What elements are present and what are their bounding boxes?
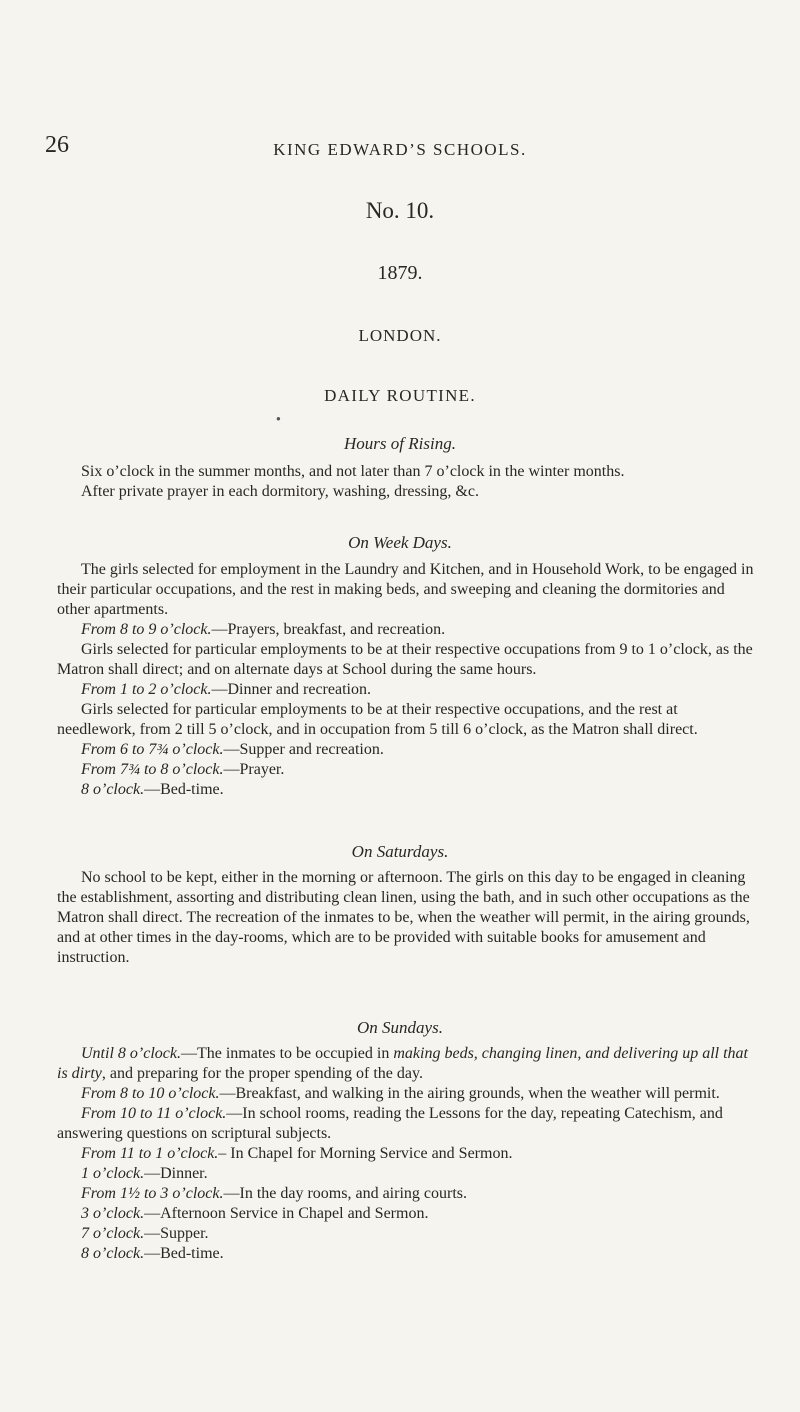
time-label: 1 o’clock. <box>81 1165 145 1182</box>
entry-text: —Afternoon Service in Chapel and Sermon. <box>144 1205 429 1222</box>
entry-text: —The inmates to be occupied in <box>180 1045 394 1062</box>
time-label: From 6 to 7¾ o’clock. <box>81 741 224 758</box>
heading-saturdays: On Saturdays. <box>351 842 449 861</box>
entry-text: —Supper and recreation. <box>223 741 384 758</box>
entry-text: , and preparing for the proper spending of the day. <box>101 1065 423 1082</box>
entry-text: —Supper. <box>144 1225 209 1242</box>
paragraph <box>57 1144 755 1164</box>
entry-text: —In the day rooms, and airing courts. <box>223 1185 467 1202</box>
paragraph: The girls selected for employment in the Laundry and Kitchen, and in Household Work, to be engaged in their particular occupations, and the rest in making beds, and sweeping and cleaning the dormitories and other apartments. <box>57 561 754 618</box>
paragraph <box>57 1224 755 1244</box>
entry-text: —Prayers, breakfast, and recreation. <box>211 621 446 638</box>
time-label: 3 o’clock. <box>81 1205 145 1222</box>
paragraph: No school to be kept, either in the morning or afternoon. The girls on this day to be engaged in cleaning the establishment, assorting and distributing clean linen, using the bath, and in such other occupations as the Matron shall direct. The recreation of the inmates to be, when the weather will permit, in the airing grounds, and at other times in the day-rooms, which are to be provided with suitable books for amusement and instruction. <box>57 869 750 966</box>
entry-text: —Bed-time. <box>144 781 224 798</box>
section-saturdays <box>57 868 755 968</box>
time-label: From 8 to 10 o’clock. <box>81 1085 220 1102</box>
paragraph: Girls selected for particular employments to be at their respective occupations, and the rest at needlework, from 2 till 5 o’clock, and in occupation from 5 till 6 o’clock, as the Matron shall direct. <box>57 701 698 738</box>
time-label: 8 o’clock. <box>81 781 145 798</box>
time-label: 8 o’clock. <box>81 1245 145 1262</box>
paragraph: After private prayer in each dormitory, washing, dressing, &c. <box>81 483 479 500</box>
page-number: 26 <box>45 132 69 158</box>
paragraph <box>57 620 755 640</box>
time-label: From 1 to 2 o’clock. <box>81 681 212 698</box>
time-label: From 7¾ to 8 o’clock. <box>81 761 224 778</box>
time-label: From 1½ to 3 o’clock. <box>81 1185 224 1202</box>
paragraph <box>57 1244 755 1264</box>
entry-text: – In Chapel for Morning Service and Sermon. <box>218 1145 513 1162</box>
paragraph <box>57 1204 755 1224</box>
entry-text: —Dinner and recreation. <box>211 681 371 698</box>
section-rising <box>57 462 755 502</box>
heading-hours-of-rising: Hours of Rising. <box>344 434 456 453</box>
time-label: 7 o’clock. <box>81 1225 145 1242</box>
heading-sundays: On Sundays. <box>357 1018 443 1037</box>
entry-text: —Breakfast, and walking in the airing grounds, when the weather will permit. <box>219 1085 720 1102</box>
document-number: No. 10. <box>365 198 435 223</box>
paragraph <box>57 680 755 700</box>
time-label: From 8 to 9 o’clock. <box>81 621 212 638</box>
document-title: DAILY ROUTINE. <box>324 386 476 405</box>
entry-text: —Bed-time. <box>144 1245 224 1262</box>
paragraph <box>57 1044 755 1084</box>
paragraph <box>57 1084 755 1104</box>
section-week-days <box>57 560 755 800</box>
entry-text: —Dinner. <box>144 1165 208 1182</box>
paragraph: Six o’clock in the summer months, and not later than 7 o’clock in the winter months. <box>81 463 625 480</box>
ornament-dot: ● <box>276 414 281 423</box>
running-head: KING EDWARD’S SCHOOLS. <box>273 140 527 159</box>
paragraph: Girls selected for particular employments to be at their respective occupations from 9 to 1 o’clock, as the Matron shall direct; and on alternate days at School during the same hours. <box>57 641 753 678</box>
paragraph <box>57 1184 755 1204</box>
time-label: Until 8 o’clock. <box>81 1045 181 1062</box>
emphasis-text: making beds, changing linen, and delivering up all that is dirty <box>57 1045 748 1082</box>
section-sundays <box>57 1044 755 1264</box>
time-label: From 11 to 1 o’clock. <box>81 1145 219 1162</box>
entry-text: —In school rooms, reading the Lessons for the day, repeating Catechism, and answering questions on scriptural subjects. <box>57 1105 723 1142</box>
paragraph <box>57 780 755 800</box>
document-place: LONDON. <box>358 326 442 345</box>
paragraph <box>57 740 755 760</box>
paragraph <box>57 760 755 780</box>
entry-text: —Prayer. <box>223 761 285 778</box>
time-label: From 10 to 11 o’clock. <box>81 1105 227 1122</box>
heading-week-days: On Week Days. <box>348 533 452 552</box>
paragraph <box>57 1164 755 1184</box>
document-year: 1879. <box>377 262 423 284</box>
paragraph <box>57 1104 755 1144</box>
